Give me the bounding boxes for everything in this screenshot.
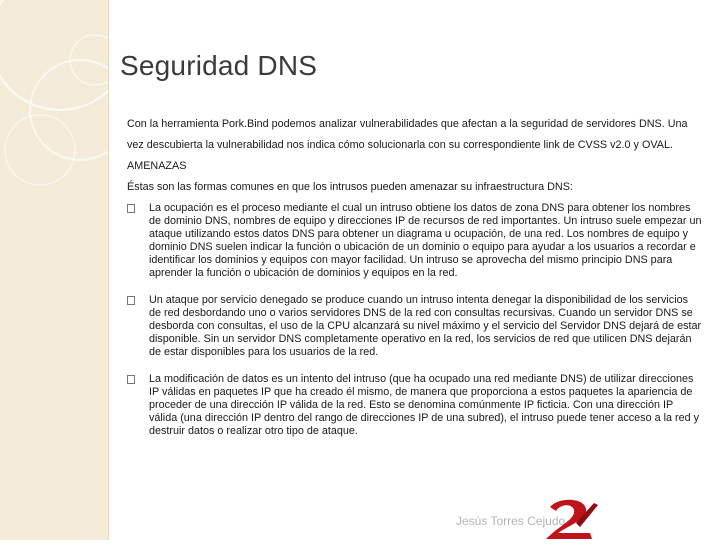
list-item [127, 294, 702, 359]
intro-paragraph-2: vez descubierta la vulnerabilidad nos indica cómo solucionarla con su correspondiente link de CVSS v2.0 y OVAL. [127, 139, 673, 151]
logo-icon [540, 495, 600, 545]
footer-author: Jesús Torres Cejudo [456, 514, 566, 528]
list-item-text: La ocupación es el proceso mediante el cual un intruso obtiene los datos de zona DNS para obtener los nombres de dominio DNS, nombres de equipo y direcciones IP de recursos de red importantes. Un intruso suele empezar un ataque utilizando estos datos DNS para obtener un diagrama u ocupación, de una red. Los nombres de equipo y dominio DNS suelen indicar la función o ubicación de un dominio o equipo para ayudar a los usuarios a recordar e identificar los dominios y equipos con mayor facilidad. Un intruso se aprovecha del mismo principio DNS para aprender la función o ubicación de dominios y equipos en la red. [149, 202, 702, 279]
side-divider [108, 0, 109, 540]
list-item-text: La modificación de datos es un intento del intruso (que ha ocupado una red mediante DNS) de utilizar direcciones IP válidas en paquetes IP que ha creado él mismo, de manera que proporciona a estos paquetes la apariencia de proceder de una dirección IP válida de la red. Esto se denomina comúnmente IP ficticia. Con una dirección IP válida (una dirección IP dentro del rango de direcciones IP de una subred), el intruso puede tener acceso a la red y destruir datos o realizar otro tipo de ataque. [149, 373, 699, 437]
slide-title: Seguridad DNS [120, 50, 318, 81]
checkbox-bullet-icon [127, 204, 135, 213]
slide-content [127, 118, 702, 452]
section-heading: AMENAZAS [127, 160, 187, 172]
list-item-text: Un ataque por servicio denegado se produce cuando un intruso intenta denegar la disponibilidad de los servicios de red desbordando uno o varios servidores DNS de la red con consultas recursivas. Cuando un servidor DNS se desborda con consultas, el uso de la CPU alcanzará su nivel máximo y el servicio del Servidor DNS dejará de estar disponible. Sin un servidor DNS completamente operativo en la red, los servicios de red que utilicen DNS dejarán de estar disponibles para los usuarios de la red. [149, 294, 702, 358]
checkbox-bullet-icon [127, 296, 135, 305]
section-intro: Éstas son las formas comunes en que los intrusos pueden amenazar su infraestructura DNS: [127, 181, 573, 193]
list-item [127, 373, 702, 438]
threat-list [127, 202, 702, 438]
checkbox-bullet-icon [127, 375, 135, 384]
decorative-side-band [0, 0, 108, 540]
intro-paragraph-1: Con la herramienta Pork.Bind podemos analizar vulnerabilidades que afectan a la seguridad de servidores DNS. Una [127, 118, 688, 130]
decorative-circles [0, 0, 108, 540]
list-item [127, 202, 702, 280]
